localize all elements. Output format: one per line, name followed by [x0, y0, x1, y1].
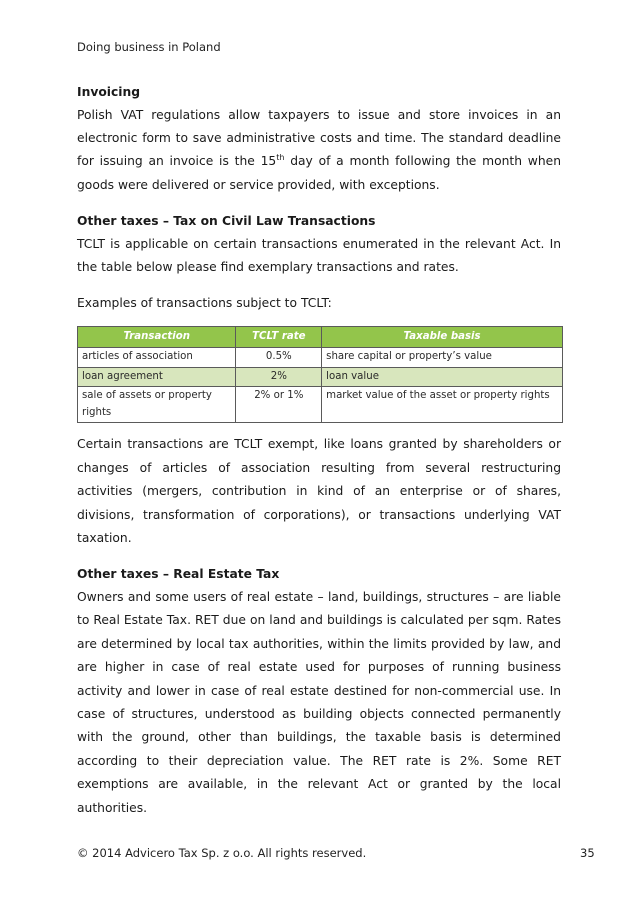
- ret-paragraph: Owners and some users of real estate – land, buildings, structures – are liable to Real Estate Tax. RET due on land and buildings is calculated per sqm. Rates are determined by local tax authorities, within the limits provided by law, and are higher in case of real estate used for purposes of running business activity and lower in case of real estate destined for non-commercial use. In case of structures, understood as building objects connected permanently with the ground, other than buildings, the taxable basis is determined according to their depreciation value. The RET rate is 2%. Some RET exemptions are available, in the relevant Act or granted by the local authorities.: [77, 589, 561, 815]
- ordinal-suffix: th: [276, 153, 285, 163]
- tclt-table: [77, 326, 563, 424]
- tclt-examples-label: Examples of transactions subject to TCLT:: [77, 296, 332, 311]
- invoicing-text-after: day of a month following the month when goods were delivered or service provided, with exceptions.: [77, 154, 561, 192]
- column-header-transaction: Transaction: [78, 326, 236, 348]
- cell-rate: 2%: [236, 367, 322, 387]
- invoicing-text-before: Polish VAT regulations allow taxpayers to issue and store invoices in an electronic form to save administrative costs and time. The standard deadline for issuing an invoice is the 15: [77, 107, 561, 169]
- column-header-tclt-rate: TCLT rate: [236, 326, 322, 348]
- ret-heading: Other taxes – Real Estate Tax: [77, 567, 280, 582]
- cell-basis: share capital or property’s value: [322, 348, 563, 368]
- table-row: [78, 348, 563, 368]
- cell-rate: 2% or 1%: [236, 387, 322, 423]
- page-content: [77, 81, 561, 820]
- tclt-section: [77, 210, 561, 550]
- table-row: [78, 387, 563, 423]
- cell-basis: market value of the asset or property rights: [322, 387, 563, 423]
- tclt-exempt-paragraph: Certain transactions are TCLT exempt, like loans granted by shareholders or changes of articles of association resulting from several restructuring activities (mergers, contribution in kind of an enterprise or of shares, divisions, transformation of corporations), or transactions underlying VAT taxation.: [77, 437, 561, 545]
- invoicing-heading: Invoicing: [77, 85, 141, 99]
- cell-transaction: sale of assets or property rights: [78, 387, 236, 423]
- cell-transaction: loan agreement: [78, 367, 236, 387]
- invoicing-paragraph: [77, 104, 561, 198]
- invoicing-section: [77, 81, 561, 197]
- table-row: [78, 367, 563, 387]
- tclt-heading: Other taxes – Tax on Civil Law Transactions: [77, 214, 376, 229]
- ret-section: [77, 563, 561, 820]
- footer-copyright: © 2014 Advicero Tax Sp. z o.o. All rights reserved.: [77, 846, 367, 860]
- running-header: Doing business in Poland: [77, 40, 221, 54]
- page-number: 35: [580, 846, 595, 860]
- column-header-taxable-basis: Taxable basis: [322, 326, 563, 348]
- table-header-row: [78, 326, 563, 348]
- tclt-paragraph: TCLT is applicable on certain transactions enumerated in the relevant Act. In the table below please find exemplary transactions and rates.: [77, 236, 561, 275]
- cell-basis: loan value: [322, 367, 563, 387]
- cell-transaction: articles of association: [78, 348, 236, 368]
- cell-rate: 0.5%: [236, 348, 322, 368]
